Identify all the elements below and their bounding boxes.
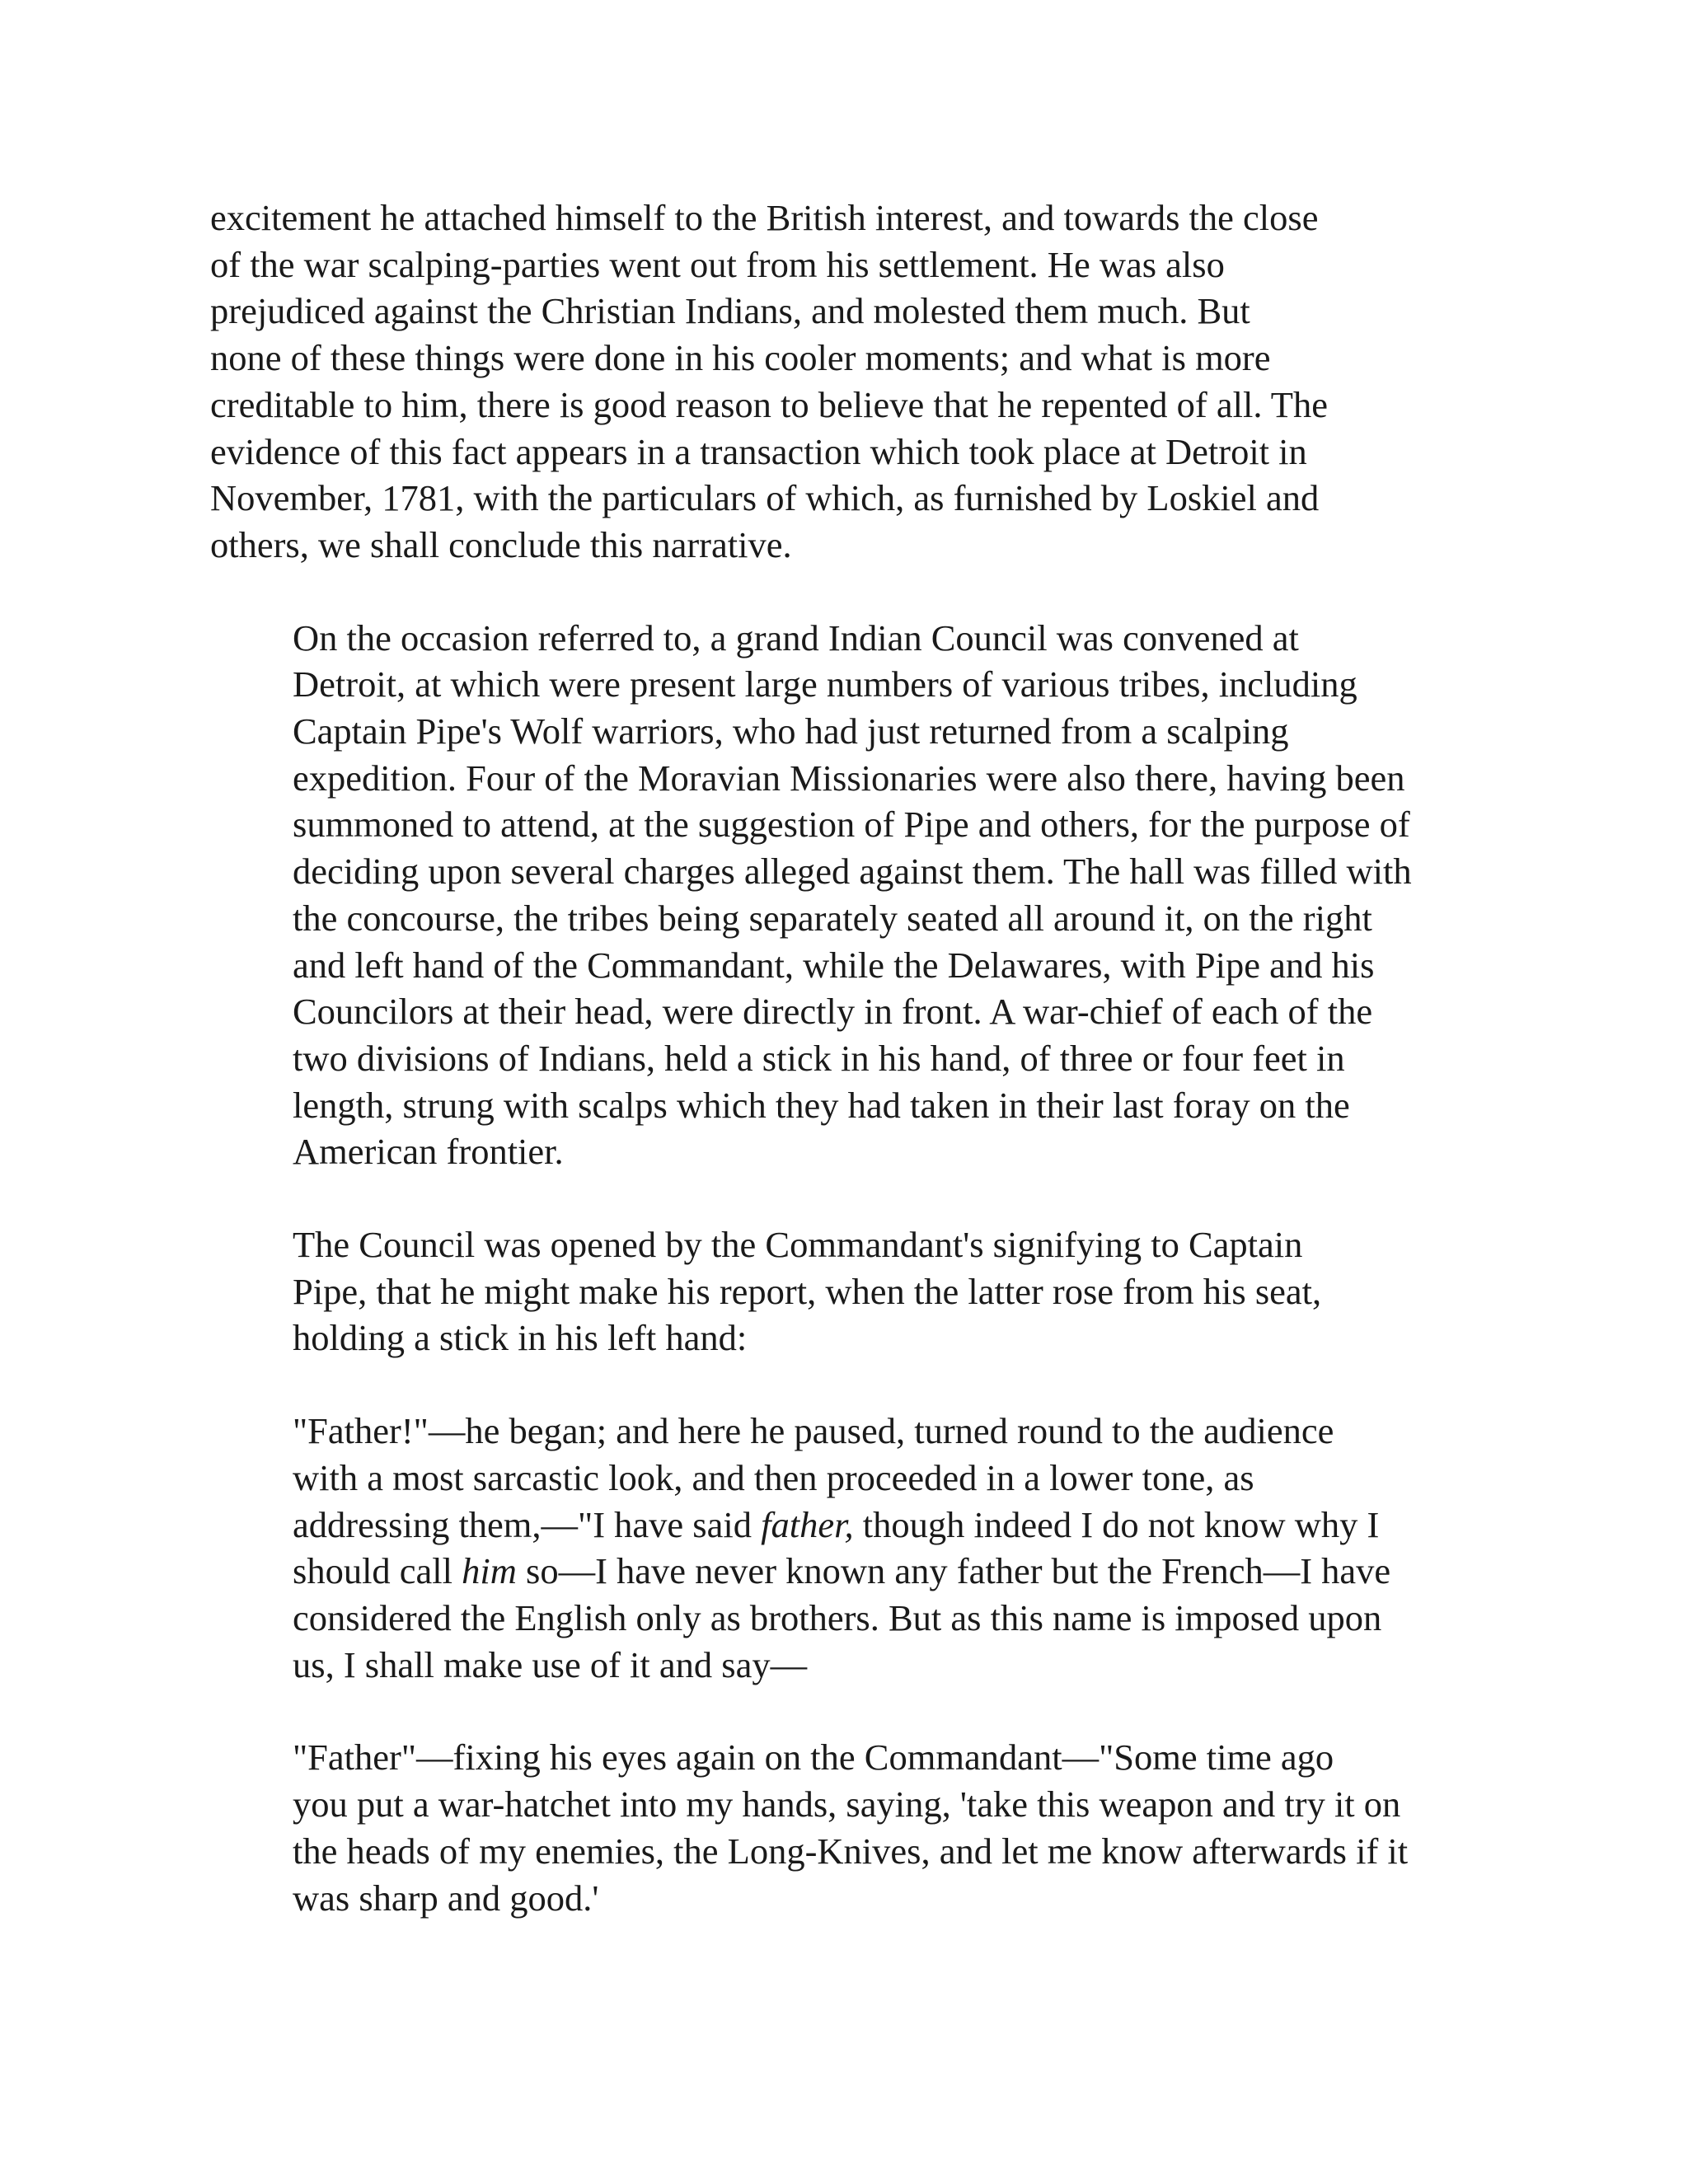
text-line [210,1128,1484,1175]
text-line [210,1734,1484,1781]
text-line [210,895,1484,942]
text-run: length, strung with scalps which they had taken in their last foray on the [293,1084,1350,1126]
text-line [210,382,1484,429]
text-run: with a most sarcastic look, and then proceeded in a lower tone, as [293,1456,1254,1498]
text-run: "Father!"—he began; and here he paused, turned round to the audience [293,1410,1334,1452]
text-line [210,241,1484,288]
text-run: Pipe, that he might make his report, when the latter rose from his seat, [293,1270,1322,1312]
paragraph [210,615,1484,1175]
text-run: though indeed I do not know why I [853,1503,1380,1545]
text-run: considered the English only as brothers. But as this name is imposed upon [293,1596,1382,1638]
text-run: so—I have never known any father but the French—I have [516,1550,1391,1592]
text-line [210,801,1484,848]
text-run: summoned to attend, at the suggestion of Pipe and others, for the purpose of [293,804,1410,846]
text-line [210,194,1484,241]
text-run: evidence of this fact appears in a transaction which took place at Detroit in [210,430,1307,472]
text-run: none of these things were done in his cooler moments; and what is more [210,337,1271,379]
text-run: holding a stick in his left hand: [293,1317,748,1359]
text-line [210,1455,1484,1502]
paragraph [210,1408,1484,1688]
text-line [210,1642,1484,1689]
text-line [210,1315,1484,1361]
text-line [210,661,1484,708]
text-run: The Council was opened by the Commandant's signifying to Captain [293,1224,1303,1266]
text-run: should call [293,1550,462,1592]
text-line [210,1828,1484,1875]
text-run: Councilors at their head, were directly in front. A war-chief of each of the [293,991,1373,1033]
text-run: was sharp and good.' [293,1877,599,1919]
text-run: prejudiced against the Christian Indians, and molested them much. But [210,290,1250,332]
text-line [210,755,1484,802]
italic-text: father, [761,1503,854,1545]
text-run: American frontier. [293,1131,564,1173]
text-line [210,335,1484,382]
text-line [210,1221,1484,1268]
text-line [210,848,1484,895]
text-line [210,1268,1484,1315]
text-line [210,942,1484,989]
text-run: the heads of my enemies, the Long-Knives, and let me know afterwards if it [293,1830,1409,1872]
text-run: Detroit, at which were present large numbers of various tribes, including [293,663,1357,705]
text-line [210,1082,1484,1129]
text-run: us, I shall make use of it and say— [293,1643,808,1685]
text-line [210,429,1484,476]
italic-text: him [462,1550,517,1592]
text-line [210,522,1484,569]
paragraph [210,1221,1484,1361]
text-run: deciding upon several charges alleged against them. The hall was filled with [293,851,1412,893]
text-run: you put a war-hatchet into my hands, saying, 'take this weapon and try it on [293,1783,1401,1825]
text-run: of the war scalping-parties went out from his settlement. He was also [210,243,1225,285]
text-line [210,1875,1484,1922]
text-line [210,988,1484,1035]
text-line [210,615,1484,662]
paragraph [210,194,1484,569]
text-run: the concourse, the tribes being separately seated all around it, on the right [293,897,1372,939]
text-line [210,1035,1484,1082]
text-line [210,1595,1484,1642]
text-run: two divisions of Indians, held a stick in his hand, of three or four feet in [293,1037,1345,1079]
text-run: and left hand of the Commandant, while the Delawares, with Pipe and his [293,944,1375,986]
text-line [210,1502,1484,1549]
text-run: excitement he attached himself to the British interest, and towards the close [210,197,1319,238]
text-line [210,475,1484,522]
text-line [210,1548,1484,1595]
text-run: addressing them,—"I have said [293,1503,762,1545]
text-run: creditable to him, there is good reason to believe that he repented of all. The [210,383,1328,425]
text-line [210,288,1484,335]
body-text [210,194,1484,1967]
text-run: November, 1781, with the particulars of which, as furnished by Loskiel and [210,477,1320,519]
text-run: others, we shall conclude this narrative. [210,523,792,565]
text-line [210,1781,1484,1828]
text-line [210,1408,1484,1455]
text-run: expedition. Four of the Moravian Missionaries were also there, having been [293,757,1405,799]
text-run: "Father"—fixing his eyes again on the Commandant—"Some time ago [293,1736,1334,1779]
text-run: On the occasion referred to, a grand Indian Council was convened at [293,616,1299,658]
paragraph [210,1734,1484,1921]
text-line [210,708,1484,755]
text-run: Captain Pipe's Wolf warriors, who had just returned from a scalping [293,710,1289,752]
